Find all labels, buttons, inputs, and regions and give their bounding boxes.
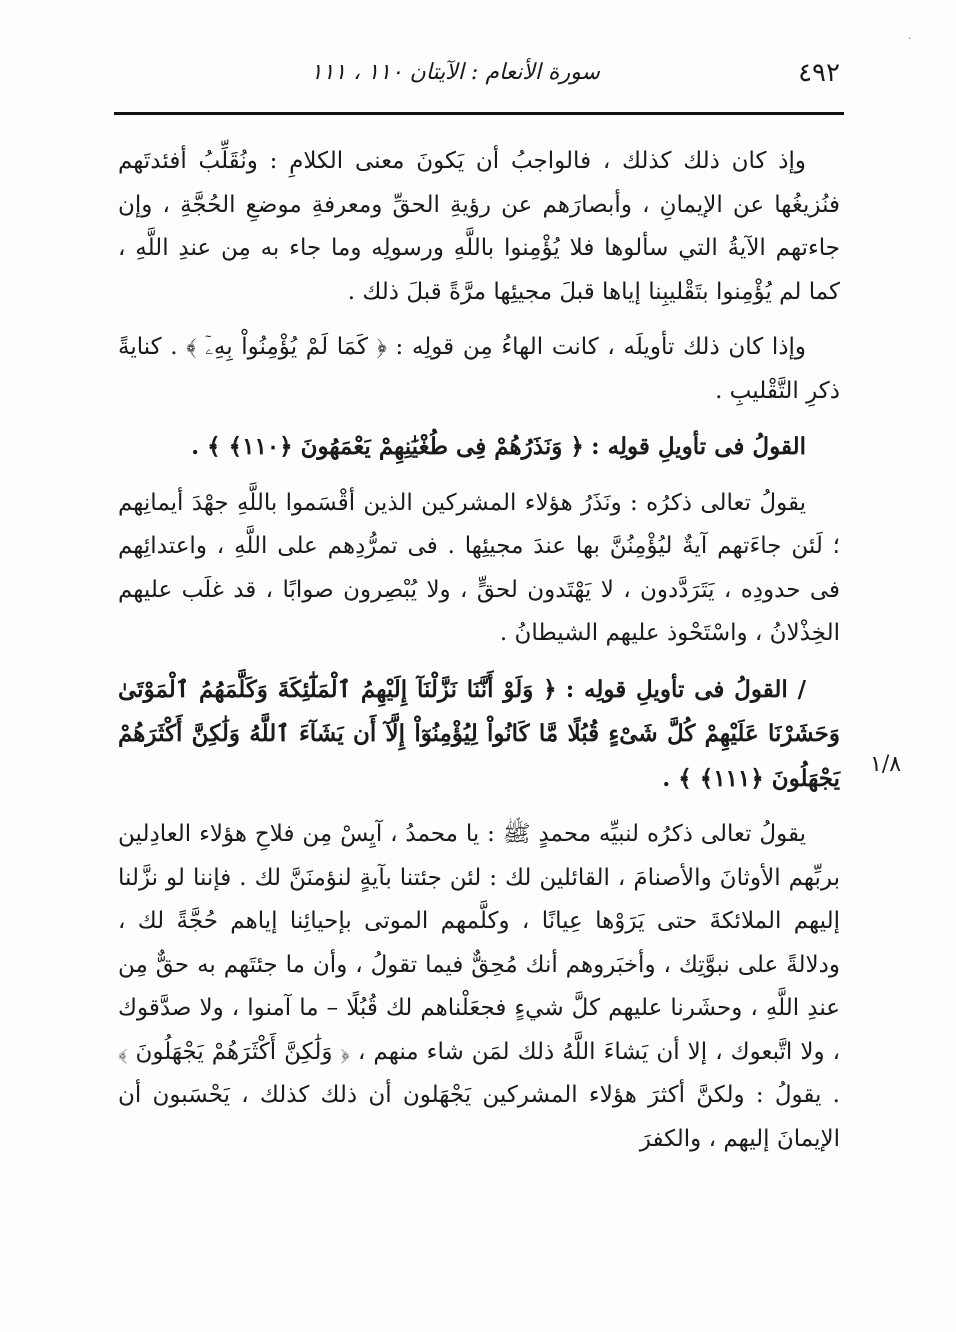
quran-verse: ﴿ وَلَوْ أَنَّنَا نَزَّلْنَآ إِلَيْهِمُ ٱلْمَلَٰٓئِكَةَ وَكَلَّمَهُمُ ٱلْمَوْتَىٰ وَحَشَرْنَا عَلَيْهِمْ كُلَّ شَىْءٍ قُبُلًا مَّا كَانُواْ لِيُؤْمِنُوٓاْ إِلَّآ أَن يَشَآءَ ٱللَّهُ وَلَٰكِنَّ أَكْثَرَهُمْ يَجْهَلُونَ ﴿١١١﴾ ﴾ . (118, 675, 840, 792)
header-rule (114, 112, 844, 115)
paragraph-3-heading (118, 425, 840, 470)
margin-note: ١/٨ (870, 752, 902, 777)
paragraph-text: وإذ كان ذلك كذلك ، فالواجبُ أن يَكونَ معنى الكلامِ : ونُقَلِّبُ أفئدتَهم فنُزيغُها عن الإيمانِ ، وأبصارَهم عن رؤيةِ الحقِّ ومعرفةِ موضعِ الحُجَّةِ ، وإن جاءتهم الآيةُ التي سألوها فلا يُؤْمِنوا باللَّهِ ورسولِه وما جاء به مِن عندِ اللَّهِ ، كما لم يُؤْمِنوا بتَقْليبِنا إياها قبلَ مجيئِها مرَّةً قبلَ ذلك . (118, 148, 840, 305)
paragraph-6 (118, 813, 840, 1161)
scan-mark: · (908, 34, 912, 45)
paragraph-1 (118, 140, 840, 314)
section-lead: / القولُ فى تأويلِ قولِه : (565, 675, 806, 703)
page-number: ٤٩٢ (798, 58, 840, 88)
page-body (118, 140, 840, 1173)
page-header (118, 52, 840, 100)
paragraph-text: وإذا كان ذلك تأويلَه ، كانت الهاءُ مِن قولِه : ﴿ كَمَا لَمْ يُؤْمِنُواْ بِهِۦٓ ﴾ . كنايةً ذكرِ التَّقْليبِ . (118, 334, 840, 404)
running-title: سورة الأنعام : الآيتان ١١٠ ، ١١١ (310, 60, 600, 85)
paragraph-text: يقولُ تعالى ذكرُه : ونَذَرُ هؤلاء المشركين الذين أقْسَموا باللَّهِ جهْدَ أيمانِهم ؛ لَئن جاءَتهم آيةٌ ليُؤْمِنُنَّ بها عندَ مجيئِها . فى تمرُّدِهم على اللَّهِ ، واعتدائِهم فى حدودِه ، يَتَرَدَّدون ، لا يَهْتَدون لحقٍّ ، ولا يُبْصِرون صوابًا ، قد غلَب عليهم الخِذْلانُ ، واسْتَحْوذ عليهم الشيطانُ . (118, 489, 840, 646)
section-lead: القولُ فى تأويلِ قولِه : (591, 433, 806, 460)
paragraph-4 (118, 482, 840, 656)
quran-verse: ﴿ وَنَذَرُهُمْ فِى طُغْيَٰنِهِمْ يَعْمَهُونَ ﴿١١٠﴾ ﴾ . (191, 433, 584, 460)
paragraph-5-heading (118, 668, 840, 802)
paragraph-text: يقولُ تعالى ذكرُه لنبيِّه محمدٍ ﷺ : يا محمدُ ، آيِسْ مِن فلاحِ هؤلاء العادِلين بربِّهم الأوثانَ والأصنامَ ، القائلين لك : لئن جئتنا بآيةٍ لنؤمنَنَّ لك . فإننا لو نزَّلنا إليهم الملائكةَ حتى يَرَوْها عِيانًا ، وكلَّمهم الموتى بإحيائِنا إياهم حُجَّةً لك ، ودلالةً على نبوَّتِك ، وأخبَروهم أنك مُحِقٌّ فيما تقولُ ، وأن ما جئتَهم به حقٌّ مِن عندِ اللَّهِ ، وحشَرنا عليهم كلَّ شيءٍ فجعَلْناهم لك قُبُلًا – ما آمنوا ، ولا صدَّقوك ، ولا اتَّبعوك ، إلا أن يَشاءَ اللَّهُ ذلك لمَن شاء منهم ، ﴿ وَلَٰكِنَّ أَكْثَرَهُمْ يَجْهَلُونَ ﴾ . يقولُ : ولكنَّ أكثرَ هؤلاء المشركين يَجْهَلون أن ذلك كذلك ، يَحْسَبون أن الإيمانَ إليهم ، والكفرَ (118, 821, 840, 1152)
paragraph-2 (118, 326, 840, 413)
